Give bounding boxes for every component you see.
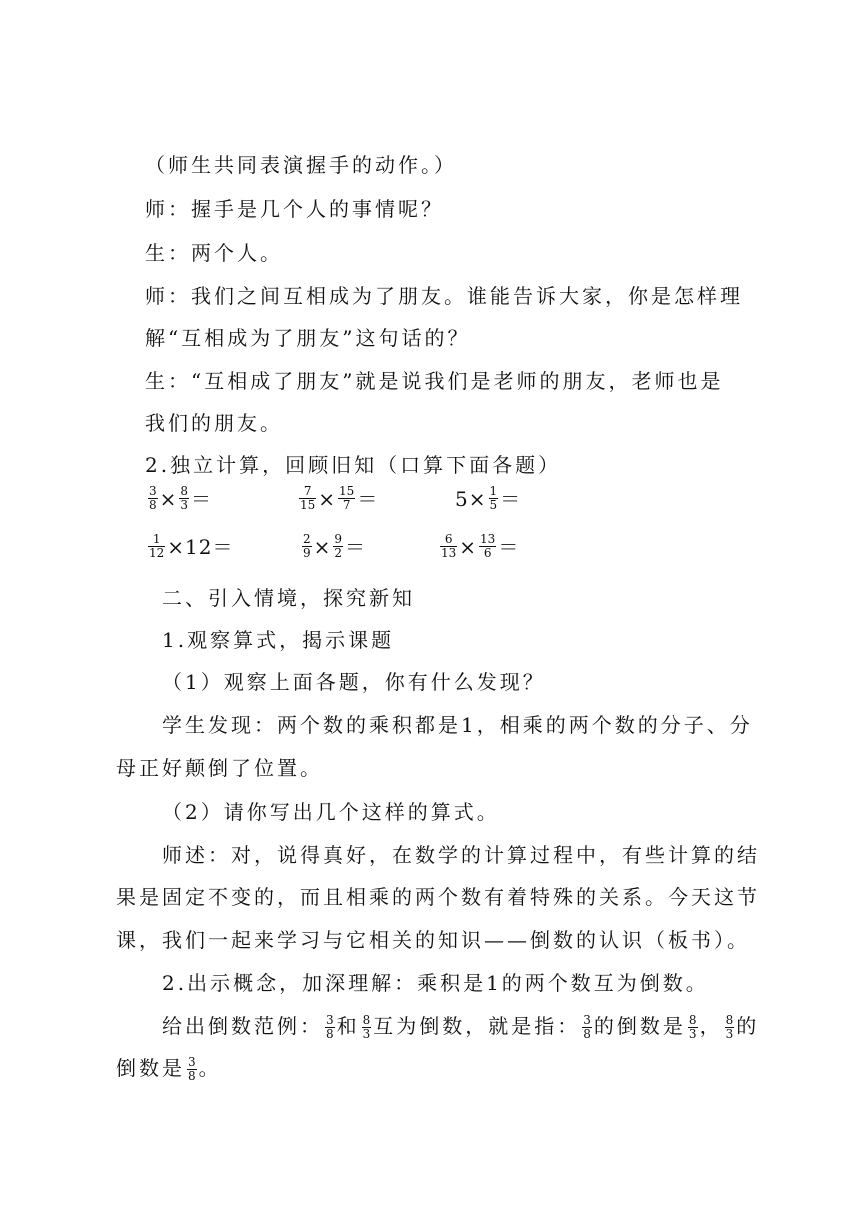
text-line: 师述：对，说得真好，在数学的计算过程中，有些计算的结 <box>162 843 760 867</box>
fraction: $\frac{1}{5}$ <box>489 484 498 512</box>
fraction: $\frac{1}{12}$ <box>149 532 165 560</box>
fraction: $\frac{3}{8}$ <box>149 484 157 512</box>
text-line: 果是固定不变的，而且相乘的两个数有着特殊的关系。今天这节 <box>116 885 760 909</box>
exercise: 5× $\frac{1}{5}$ ＝ <box>455 484 522 512</box>
section-heading: 2.独立计算，回顾旧知（口算下面各题） <box>145 453 562 477</box>
text-line: 解“互相成为了朋友”这句话的？ <box>145 326 471 350</box>
subheading: 2.出示概念，加深理解：乘积是1的两个数互为倒数。 <box>162 971 709 995</box>
fraction: $\frac{3}{8}$ <box>188 1055 196 1083</box>
fraction: $\frac{13}{6}$ <box>480 532 496 560</box>
exercise: $\frac{3}{8}$ × $\frac{8}{3}$ ＝ <box>149 484 213 512</box>
text-line: （师生共同表演握手的动作。） <box>145 153 457 177</box>
fraction: $\frac{7}{15}$ <box>300 484 316 512</box>
fraction: $\frac{2}{9}$ <box>303 532 311 560</box>
exercise: $\frac{6}{13}$ × $\frac{13}{6}$ ＝ <box>441 532 520 560</box>
fraction: $\frac{15}{7}$ <box>339 484 355 512</box>
text-line: 师：我们之间互相成为了朋友。谁能告诉大家，你是怎样理 <box>145 284 743 308</box>
section-heading: 二、引入情境，探究新知 <box>162 586 415 610</box>
text-line: 学生发现：两个数的乘积都是1，相乘的两个数的分子、分 <box>162 713 753 737</box>
fraction: $\frac{9}{2}$ <box>334 532 343 560</box>
subheading: 1.观察算式，揭示课题 <box>162 628 395 652</box>
text-line: （2）请你写出几个这样的算式。 <box>162 800 500 824</box>
example-line: 倒数是 $\frac{3}{8}$ 。 <box>116 1055 222 1083</box>
fraction: $\frac{8}{3}$ <box>688 1013 697 1041</box>
fraction: $\frac{3}{8}$ <box>326 1013 334 1041</box>
text-line: 我们的朋友。 <box>145 411 283 435</box>
fraction: $\frac{8}{3}$ <box>362 1013 371 1041</box>
example-line: 给出倒数范例： $\frac{3}{8}$ 和 $\frac{8}{3}$ 互为倒数，就是指： $\frac{3}{8}$ 的倒数是 $\frac{8}{3}$ ， $\frac{8}{3}$ 的 <box>162 1013 760 1041</box>
fraction: $\frac{3}{8}$ <box>583 1013 591 1041</box>
fraction: $\frac{8}{3}$ <box>180 484 189 512</box>
exercise: $\frac{2}{9}$ × $\frac{9}{2}$ ＝ <box>303 532 367 560</box>
exercise: $\frac{7}{15}$ × $\frac{15}{7}$ ＝ <box>300 484 379 512</box>
text-line: 生：“互相成了朋友”就是说我们是老师的朋友，老师也是 <box>145 369 724 393</box>
text-line: （1）观察上面各题，你有什么发现？ <box>162 670 546 694</box>
text-line: 母正好颠倒了位置。 <box>116 756 323 780</box>
exercise: $\frac{1}{12}$ ×12＝ <box>149 532 234 560</box>
fraction: $\frac{8}{3}$ <box>725 1013 734 1041</box>
text-line: 生：两个人。 <box>145 241 283 265</box>
fraction: $\frac{6}{13}$ <box>441 532 457 560</box>
text-line: 课，我们一起来学习与它相关的知识——倒数的认识（板书）。 <box>116 928 750 952</box>
text-line: 师：握手是几个人的事情呢？ <box>145 197 444 221</box>
